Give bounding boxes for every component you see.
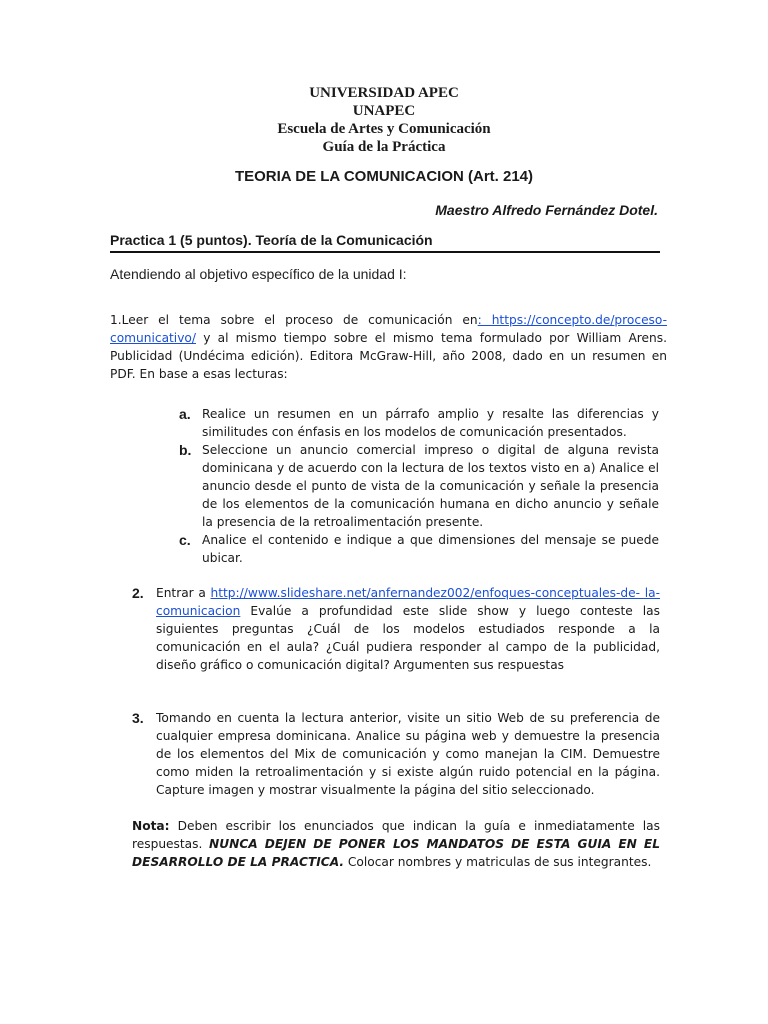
- university-acronym: UNAPEC: [352, 103, 416, 119]
- item-2-prefix: Entrar a: [156, 586, 211, 600]
- item-1-suffix: y al mismo tiempo sobre el mismo tema formulado por William Arens. Publicidad (Undécima edición). Editora McGraw-Hill, año 2008, dado en un resumen en PDF. En base a esas lecturas:: [110, 331, 667, 381]
- note-paragraph: [132, 817, 660, 871]
- sub-item-text: Seleccione un anuncio comercial impreso o digital de alguna revista dominicana y de acuerdo con la lectura de los textos visto en a) Analice el anuncio desde el punto de vista de la comunicación y señale la presencia de los elementos de la comunicación humana en dicho anuncio y señale la presencia de la retroalimentación presente.: [202, 443, 659, 529]
- sub-item-a: [179, 405, 659, 441]
- item-1-paragraph: [110, 311, 667, 383]
- document-header: [0, 84, 768, 156]
- sub-item-marker: c.: [179, 532, 191, 548]
- guide-title: Guía de la Práctica: [322, 139, 446, 155]
- sub-item-text: Analice el contenido e indique a que dimensiones del mensaje se puede ubicar.: [202, 533, 659, 565]
- teacher-name: Maestro Alfredo Fernández Dotel.: [435, 202, 658, 218]
- item-1-prefix: 1.Leer el tema sobre el proceso de comunicación en: [110, 313, 478, 327]
- item-2: [132, 584, 660, 674]
- item-3-text: Tomando en cuenta la lectura anterior, visite un sitio Web de su preferencia de cualquier empresa dominicana. Analice su página web y demuestre la presencia de los elementos del Mix de comunicación y como manejan la CIM. Demuestre como miden la retroalimentación y si existe algún ruido potencial en la página. Capture imagen y mostrar visualmente la página del sitio seleccionado.: [156, 711, 660, 797]
- item-1-link[interactable]: : https://concepto.de/proceso-comunicativo/: [110, 313, 667, 345]
- item-3: [132, 709, 660, 799]
- school-name: Escuela de Artes y Comunicación: [277, 121, 491, 137]
- note-text-2: Colocar nombres y matriculas de sus integrantes.: [344, 855, 652, 869]
- item-2-suffix: Evalúe a profundidad este slide show y luego conteste las siguientes preguntas ¿Cuál de los modelos estudiados responde a la comunicación en el aula? ¿Cuál pudiera responder al campo de la publicidad, diseño gráfico o comunicación digital? Argumenten sus respuestas: [156, 604, 660, 672]
- note-label: Nota:: [132, 819, 170, 833]
- sub-item-c: [179, 531, 659, 567]
- university-name: UNIVERSIDAD APEC: [309, 85, 459, 101]
- objective-text: Atendiendo al objetivo específico de la unidad I:: [110, 266, 407, 282]
- note-text-1: Deben escribir los enunciados que indican la guía e inmediatamente las respuestas.: [132, 819, 660, 851]
- item-2-marker: 2.: [132, 585, 144, 601]
- sub-item-b: [179, 441, 659, 531]
- item-2-text: [156, 584, 660, 674]
- item-2-link[interactable]: http://www.slideshare.net/anfernandez002/enfoques-conceptuales-de- la-comunicacion: [156, 586, 660, 618]
- note-emphasis: NUNCA DEJEN DE PONER LOS MANDATOS DE ESTA GUIA EN EL DESARROLLO DE LA PRACTICA.: [132, 837, 660, 869]
- practice-title: Practica 1 (5 puntos). Teoría de la Comunicación: [110, 232, 660, 253]
- sub-item-marker: b.: [179, 442, 192, 458]
- sub-item-text: Realice un resumen en un párrafo amplio y resalte las diferencias y similitudes con énfasis en los modelos de comunicación presentados.: [202, 407, 659, 439]
- sub-item-marker: a.: [179, 406, 191, 422]
- course-title: TEORIA DE LA COMUNICACION (Art. 214): [234, 168, 534, 185]
- item-3-marker: 3.: [132, 710, 144, 726]
